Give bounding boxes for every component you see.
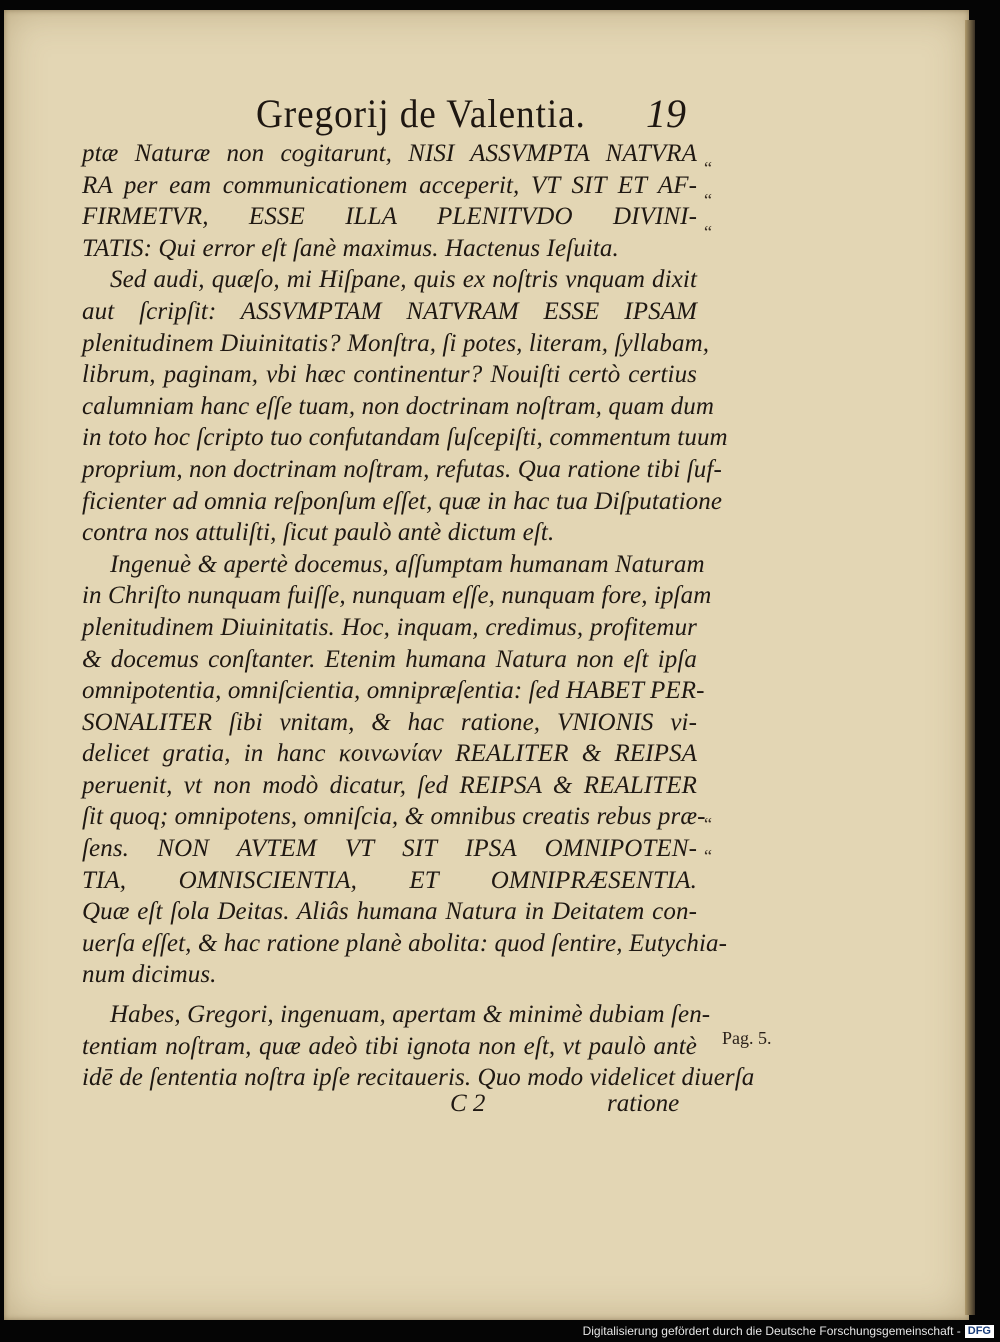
quote-mark: “ [704,158,712,178]
quote-mark: “ [704,814,712,834]
text-line: calumniam hanc eſſe tuam, non doctrinam noſtram, quam dum [82,392,715,420]
text-line: contra nos attuliſti, ſicut paulò antè dictum eſt. [82,519,555,547]
text-line: plenitudinem Diuinitatis? Monſtra, ſi potes, literam, ſyllabam, [82,329,710,357]
running-title: Gregorij de Valentia. [256,91,586,136]
text-line: in Chriſto nunquam fuiſſe, nunquam eſſe, nunquam fore, ipſam [82,582,712,610]
quote-mark: “ [704,222,712,242]
text-line: aut ſcripſit: ASSVMPTAM NATVRAM ESSE IPSAM [82,297,697,325]
catchword: ratione [607,1090,680,1117]
page-number: 19 [646,91,686,136]
signature-mark: C 2 [450,1090,486,1117]
text-line: idē de ſententia noſtra ipſe recitaueris. Quo modo videlicet diuerſa [82,1064,755,1092]
text-line: TATIS: Qui error eſt ſanè maximus. Hactenus Ieſuita. [82,234,619,262]
text-line: ficienter ad omnia reſponſum eſſet, quæ in hac tua Diſputatione [82,487,723,515]
page-edge [965,20,975,1315]
text-line: in toto hoc ſcripto tuo confutandam ſuſcepiſti, commentum tuum [82,424,728,452]
text-line: TIA, OMNISCIENTIA, ET OMNIPRÆSENTIA. [82,866,697,894]
text-line: uerſa eſſet, & hac ratione planè abolita: quod ſentire, Eutychia- [82,929,728,957]
text-line: SONALITER ſibi vnitam, & hac ratione, VNIONIS vi- [82,708,697,736]
text-line: Ingenuè & apertè docemus, aſſumptam humanam Naturam [110,550,705,578]
text-line: tentiam noſtram, quæ adeò tibi ignota non eſt, vt paulò antè [82,1032,697,1060]
page-header [4,90,969,140]
dfg-logo: DFG [965,1325,994,1338]
text-line: Sed audi, quæſo, mi Hiſpane, quis ex noſtris vnquam dixit [110,266,697,294]
text-line: ptæ Naturæ non cogitarunt, NISI ASSVMPTA NATVRA [82,140,697,167]
book-page [4,10,969,1320]
text-line: librum, paginam, vbi hæc continentur? Nouiſti certò certius [82,361,697,389]
text-line: omnipotentia, omniſcientia, omnipræſentia: ſed HABET PER- [82,677,705,705]
text-line: RA per eam communicationem acceperit, VT SIT ET AF- [82,171,697,199]
page-footer-line [82,1090,697,1122]
text-line: FIRMETVR, ESSE ILLA PLENITVDO DIVINI- [82,203,697,231]
text-line: Quæ eſt ſola Deitas. Aliâs humana Natura in Deitatem con- [82,898,697,926]
text-line: plenitudinem Diuinitatis. Hoc, inquam, credimus, profitemur [82,613,697,641]
credit-text: Digitalisierung gefördert durch die Deutsche Forschungsgemeinschaft - [582,1324,961,1338]
text-line: ſit quoq; omnipotens, omniſcia, & omnibus creatis rebus præ- [82,803,706,831]
text-line: Habes, Gregori, ingenuam, apertam & minimè dubiam ſen- [110,1001,711,1029]
text-line: num dicimus. [82,961,217,989]
margin-note: Pag. 5. [722,1028,772,1048]
quote-mark: “ [704,190,712,210]
quote-mark: “ [704,846,712,866]
text-line: peruenit, vt non modò dicatur, ſed REIPSA & REALITER [82,771,697,799]
text-line: & docemus conſtanter. Etenim humana Natura non eſt ipſa [82,645,697,673]
text-line: ſens. NON AVTEM VT SIT IPSA OMNIPOTEN- [82,835,697,863]
digitization-credit [583,1324,994,1338]
text-line: delicet gratia, in hanc κοινωνίαν REALITER & REIPSA [82,740,697,768]
text-line: proprium, non doctrinam noſtram, refutas. Qua ratione tibi ſuf- [82,455,722,483]
